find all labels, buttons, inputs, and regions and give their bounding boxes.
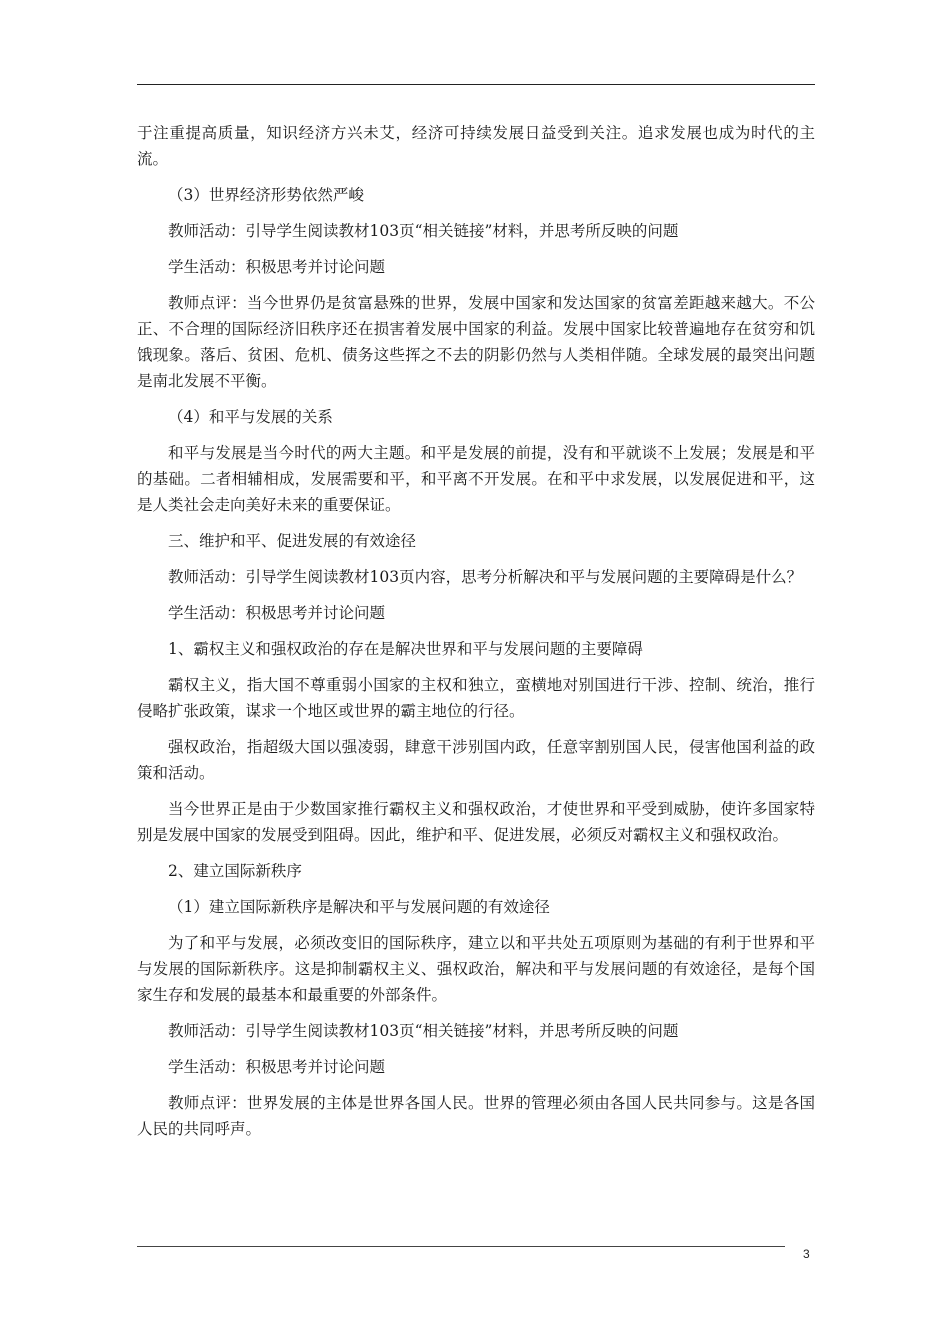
subheading: 1、霸权主义和强权政治的存在是解决世界和平与发展问题的主要障碍 [168,640,643,658]
document-body [137,120,815,1152]
subheading: 2、建立国际新秩序 [168,862,302,880]
paragraph: （3）世界经济形势依然严峻 [168,186,364,204]
paragraph: 学生活动：积极思考并讨论问题 [168,604,386,622]
paragraph: （4）和平与发展的关系 [168,408,333,426]
paragraph: （1）建立国际新秩序是解决和平与发展问题的有效途径 [168,898,550,916]
header-rule [137,84,815,85]
section-heading: 三、维护和平、促进发展的有效途径 [168,532,417,550]
paragraph: 和平与发展是当今时代的两大主题。和平是发展的前提，没有和平就谈不上发展；发展是和平的基础。二者相辅相成，发展需要和平，和平离不开发展。在和平中求发展，以发展促进和平，这是人类社会走向美好未来的重要保证。 [137,444,815,514]
paragraph: 教师活动：引导学生阅读教材103页“相关链接”材料，并思考所反映的问题 [168,222,679,240]
paragraph: 于注重提高质量，知识经济方兴未艾，经济可持续发展日益受到关注。追求发展也成为时代的主流。 [137,124,815,168]
paragraph: 强权政治，指超级大国以强凌弱，肆意干涉别国内政，任意宰割别国人民，侵害他国利益的政策和活动。 [137,738,815,782]
paragraph: 当今世界正是由于少数国家推行霸权主义和强权政治，才使世界和平受到威胁，使许多国家特别是发展中国家的发展受到阻碍。因此，维护和平、促进发展，必须反对霸权主义和强权政治。 [137,800,815,844]
footer-rule [137,1246,785,1247]
paragraph: 学生活动：积极思考并讨论问题 [168,1058,386,1076]
paragraph: 为了和平与发展，必须改变旧的国际秩序，建立以和平共处五项原则为基础的有利于世界和平与发展的国际新秩序。这是抑制霸权主义、强权政治，解决和平与发展问题的有效途径，是每个国家生存和发展的最基本和最重要的外部条件。 [137,934,815,1004]
paragraph: 教师活动：引导学生阅读教材103页内容，思考分析解决和平与发展问题的主要障碍是什么？ [168,568,803,586]
paragraph: 教师活动：引导学生阅读教材103页“相关链接”材料，并思考所反映的问题 [168,1022,679,1040]
paragraph: 教师点评：世界发展的主体是世界各国人民。世界的管理必须由各国人民共同参与。这是各国人民的共同呼声。 [137,1094,815,1138]
paragraph: 教师点评：当今世界仍是贫富悬殊的世界，发展中国家和发达国家的贫富差距越来越大。不公正、不合理的国际经济旧秩序还在损害着发展中国家的利益。发展中国家比较普遍地存在贫穷和饥饿现象。落后、贫困、危机、债务这些挥之不去的阴影仍然与人类相伴随。全球发展的最突出问题是南北发展不平衡。 [137,294,815,390]
page-number: 3 [803,1247,810,1261]
paragraph: 霸权主义，指大国不尊重弱小国家的主权和独立，蛮横地对别国进行干涉、控制、统治，推行侵略扩张政策，谋求一个地区或世界的霸主地位的行径。 [137,676,815,720]
paragraph: 学生活动：积极思考并讨论问题 [168,258,386,276]
